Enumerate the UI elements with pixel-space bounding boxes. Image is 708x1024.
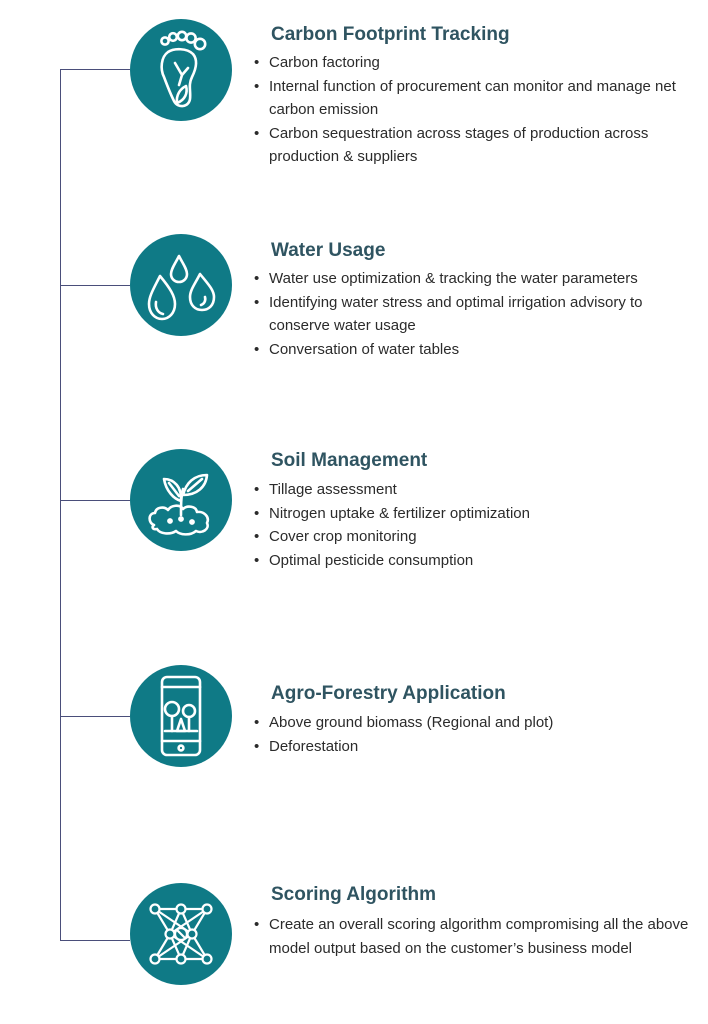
- list-item: • Conversation of water tables: [254, 338, 694, 362]
- section-bullets-water: [254, 267, 694, 361]
- list-item: • Cover crop monitoring: [254, 525, 694, 549]
- list-item: • Identifying water stress and optimal irrigation advisory to conserve water usage: [254, 291, 694, 338]
- connector-vertical-line: [60, 69, 61, 941]
- water-drops-icon: [130, 234, 232, 336]
- list-item: • Nitrogen uptake & fertilizer optimization: [254, 502, 694, 526]
- section-bullets-soil: [254, 478, 694, 572]
- connector-branch-water: [60, 285, 130, 286]
- section-title-scoring: Scoring Algorithm: [271, 884, 437, 905]
- connector-branch-scoring: [60, 940, 130, 941]
- list-item: • Water use optimization & tracking the water parameters: [254, 267, 694, 291]
- footprint-leaf-icon: [130, 19, 232, 121]
- neural-network-icon: [130, 883, 232, 985]
- list-item: • Tillage assessment: [254, 478, 694, 502]
- section-bullets-scoring: [254, 913, 694, 960]
- section-title-agroforestry: Agro-Forestry Application: [271, 683, 506, 704]
- list-item: • Above ground biomass (Regional and plot): [254, 711, 694, 735]
- section-bullets-carbon: [254, 51, 694, 169]
- sprout-soil-icon: [130, 449, 232, 551]
- section-title-soil: Soil Management: [271, 450, 428, 471]
- connector-branch-soil: [60, 500, 130, 501]
- connector-branch-carbon: [60, 69, 130, 70]
- list-item: • Carbon sequestration across stages of production across production & suppliers: [254, 122, 694, 169]
- list-item: • Internal function of procurement can monitor and manage net carbon emission: [254, 75, 694, 122]
- list-item: • Deforestation: [254, 735, 694, 759]
- phone-forest-icon: [130, 665, 232, 767]
- section-bullets-agroforestry: [254, 711, 694, 758]
- connector-branch-agroforestry: [60, 716, 130, 717]
- list-item: • Create an overall scoring algorithm compromising all the above model output based on the customer’s business model: [254, 913, 694, 960]
- section-title-carbon: Carbon Footprint Tracking: [271, 24, 510, 45]
- list-item: • Carbon factoring: [254, 51, 694, 75]
- section-title-water: Water Usage: [271, 240, 386, 261]
- list-item: • Optimal pesticide consumption: [254, 549, 694, 573]
